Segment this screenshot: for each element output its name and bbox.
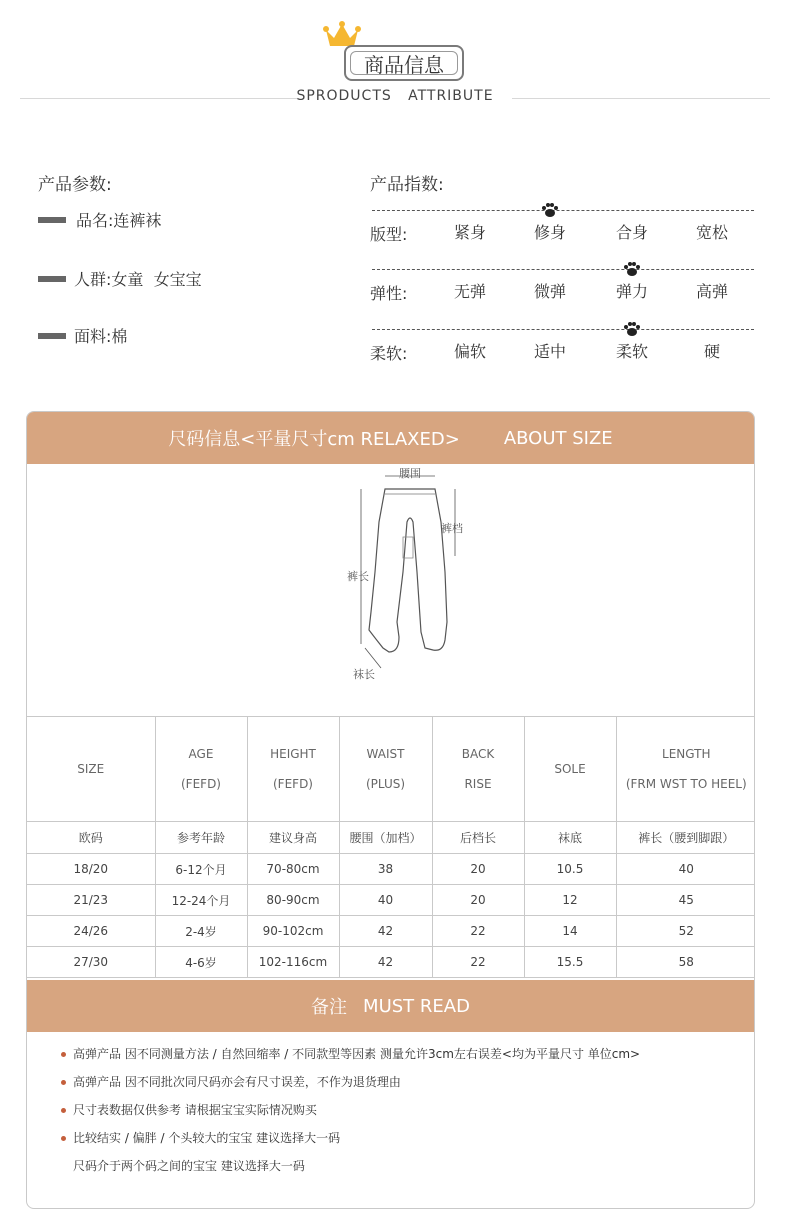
- header-cn: 后档长: [432, 822, 524, 854]
- table-header-row-en: [27, 717, 755, 822]
- tights-outline: [369, 489, 447, 652]
- table-cell: 27/30: [27, 947, 155, 978]
- table-header-row-cn: [27, 822, 755, 854]
- paw-marker-icon: [622, 321, 642, 337]
- page-subtitle: SPRODUCTS ATTRIBUTE: [296, 88, 494, 104]
- param-value: 女童 女宝宝: [111, 270, 202, 289]
- table-cell: 80-90cm: [247, 885, 339, 916]
- param-name: [38, 208, 161, 231]
- paw-marker-icon: [622, 261, 642, 277]
- size-card: [26, 411, 755, 1209]
- index-label: 弹性:: [370, 284, 408, 303]
- table-cell: 42: [339, 916, 432, 947]
- diagram-label-crotch: 裤档: [441, 522, 463, 535]
- table-cell: 40: [616, 854, 755, 885]
- table-cell: 6-12个月: [155, 854, 247, 885]
- indices-heading: 产品指数:: [370, 175, 444, 195]
- bullet-bar-icon: [38, 276, 66, 282]
- table-cell: 20: [432, 885, 524, 916]
- index-label: 版型:: [370, 225, 408, 244]
- tights-diagram: [337, 462, 467, 692]
- table-cell: 38: [339, 854, 432, 885]
- header-cn: 袜底: [524, 822, 616, 854]
- index-option: 弹力: [615, 282, 648, 301]
- size-band-en: ABOUT SIZE: [503, 427, 613, 449]
- diagram-label-waist: 腰围: [399, 467, 421, 480]
- index-option: 合身: [615, 223, 648, 242]
- table-cell: 2-4岁: [155, 916, 247, 947]
- header-size: SIZE: [27, 717, 155, 822]
- table-cell: 21/23: [27, 885, 155, 916]
- note-item: 高弹产品 因不同批次同尺码亦会有尺寸误差，不作为退货理由: [61, 1068, 640, 1096]
- index-option: 宽松: [695, 223, 728, 242]
- table-row: [27, 947, 755, 978]
- index-option: 硬: [703, 342, 720, 361]
- table-cell: 40: [339, 885, 432, 916]
- note-item: 比较结实 / 偏胖 / 个头较大的宝宝 建议选择大一码: [61, 1124, 640, 1152]
- notes-band-en: MUST READ: [363, 995, 470, 1017]
- header-cn: 参考年龄: [155, 822, 247, 854]
- table-cell: 10.5: [524, 854, 616, 885]
- size-band-cn: 尺码信息<平量尺寸cm RELAXED>: [168, 429, 460, 450]
- index-scale-line: [372, 329, 754, 330]
- table-cell: 52: [616, 916, 755, 947]
- notes-band-cn: 备注: [311, 997, 348, 1018]
- table-cell: 14: [524, 916, 616, 947]
- index-option: 高弹: [695, 282, 728, 301]
- size-band: [27, 412, 754, 464]
- param-value: 连裤袜: [113, 211, 162, 230]
- table-cell: 22: [432, 916, 524, 947]
- bullet-bar-icon: [38, 333, 66, 339]
- table-row: [27, 854, 755, 885]
- header-cn: 裤长（腰到脚跟）: [616, 822, 755, 854]
- params-heading: 产品参数:: [38, 175, 112, 195]
- header-age: AGE (FEFD): [155, 717, 247, 822]
- diagram-label-sock: 袜长: [353, 668, 375, 681]
- index-label: 柔软:: [370, 344, 408, 363]
- index-option: 偏软: [453, 342, 486, 361]
- table-cell: 24/26: [27, 916, 155, 947]
- index-option: 修身: [533, 223, 566, 242]
- param-audience: [38, 267, 202, 290]
- bullet-bar-icon: [38, 217, 66, 223]
- table-cell: 12-24个月: [155, 885, 247, 916]
- table-cell: 102-116cm: [247, 947, 339, 978]
- size-table: [27, 716, 755, 978]
- header-cn: 欧码: [27, 822, 155, 854]
- index-option: 无弹: [453, 282, 486, 301]
- sock-measure-line: [365, 648, 381, 668]
- table-cell: 70-80cm: [247, 854, 339, 885]
- header-back-rise: BACK RISE: [432, 717, 524, 822]
- param-value: 棉: [111, 327, 128, 346]
- param-label: 面料:: [74, 327, 112, 346]
- paw-marker-icon: [540, 202, 560, 218]
- notes-band: [27, 980, 754, 1032]
- param-label: 人群:: [74, 270, 112, 289]
- index-option: 微弹: [533, 282, 566, 301]
- table-cell: 15.5: [524, 947, 616, 978]
- header-cn: 腰围（加档）: [339, 822, 432, 854]
- param-label: 品名:: [76, 211, 114, 230]
- table-cell: 22: [432, 947, 524, 978]
- note-extra: 尺码介于两个码之间的宝宝 建议选择大一码: [73, 1159, 305, 1173]
- table-cell: 20: [432, 854, 524, 885]
- table-cell: 58: [616, 947, 755, 978]
- index-option: 适中: [533, 342, 566, 361]
- header-height: HEIGHT (FEFD): [247, 717, 339, 822]
- note-item: 高弹产品 因不同测量方法 / 自然回缩率 / 不同款型等因素 测量允许3cm左右误差<均为平量尺寸 单位cm>: [61, 1040, 640, 1068]
- header-sole: SOLE: [524, 717, 616, 822]
- page-title: 商品信息: [350, 51, 458, 75]
- table-cell: 45: [616, 885, 755, 916]
- index-option: 紧身: [453, 223, 486, 242]
- table-cell: 12: [524, 885, 616, 916]
- table-cell: 18/20: [27, 854, 155, 885]
- index-option: 柔软: [615, 342, 648, 361]
- table-cell: 42: [339, 947, 432, 978]
- note-item: 尺寸表数据仅供参考 请根据宝宝实际情况购买: [61, 1096, 640, 1124]
- table-cell: 4-6岁: [155, 947, 247, 978]
- table-row: [27, 885, 755, 916]
- header-cn: 建议身高: [247, 822, 339, 854]
- index-scale-line: [372, 210, 754, 211]
- header-length: LENGTH (FRM WST TO HEEL): [616, 717, 755, 822]
- diagram-label-length: 裤长: [347, 570, 369, 583]
- param-fabric: [38, 324, 127, 347]
- index-scale-line: [372, 269, 754, 270]
- table-cell: 90-102cm: [247, 916, 339, 947]
- notes-list: [61, 1040, 640, 1180]
- title-frame: [344, 45, 464, 81]
- header-waist: WAIST (PLUS): [339, 717, 432, 822]
- table-row: [27, 916, 755, 947]
